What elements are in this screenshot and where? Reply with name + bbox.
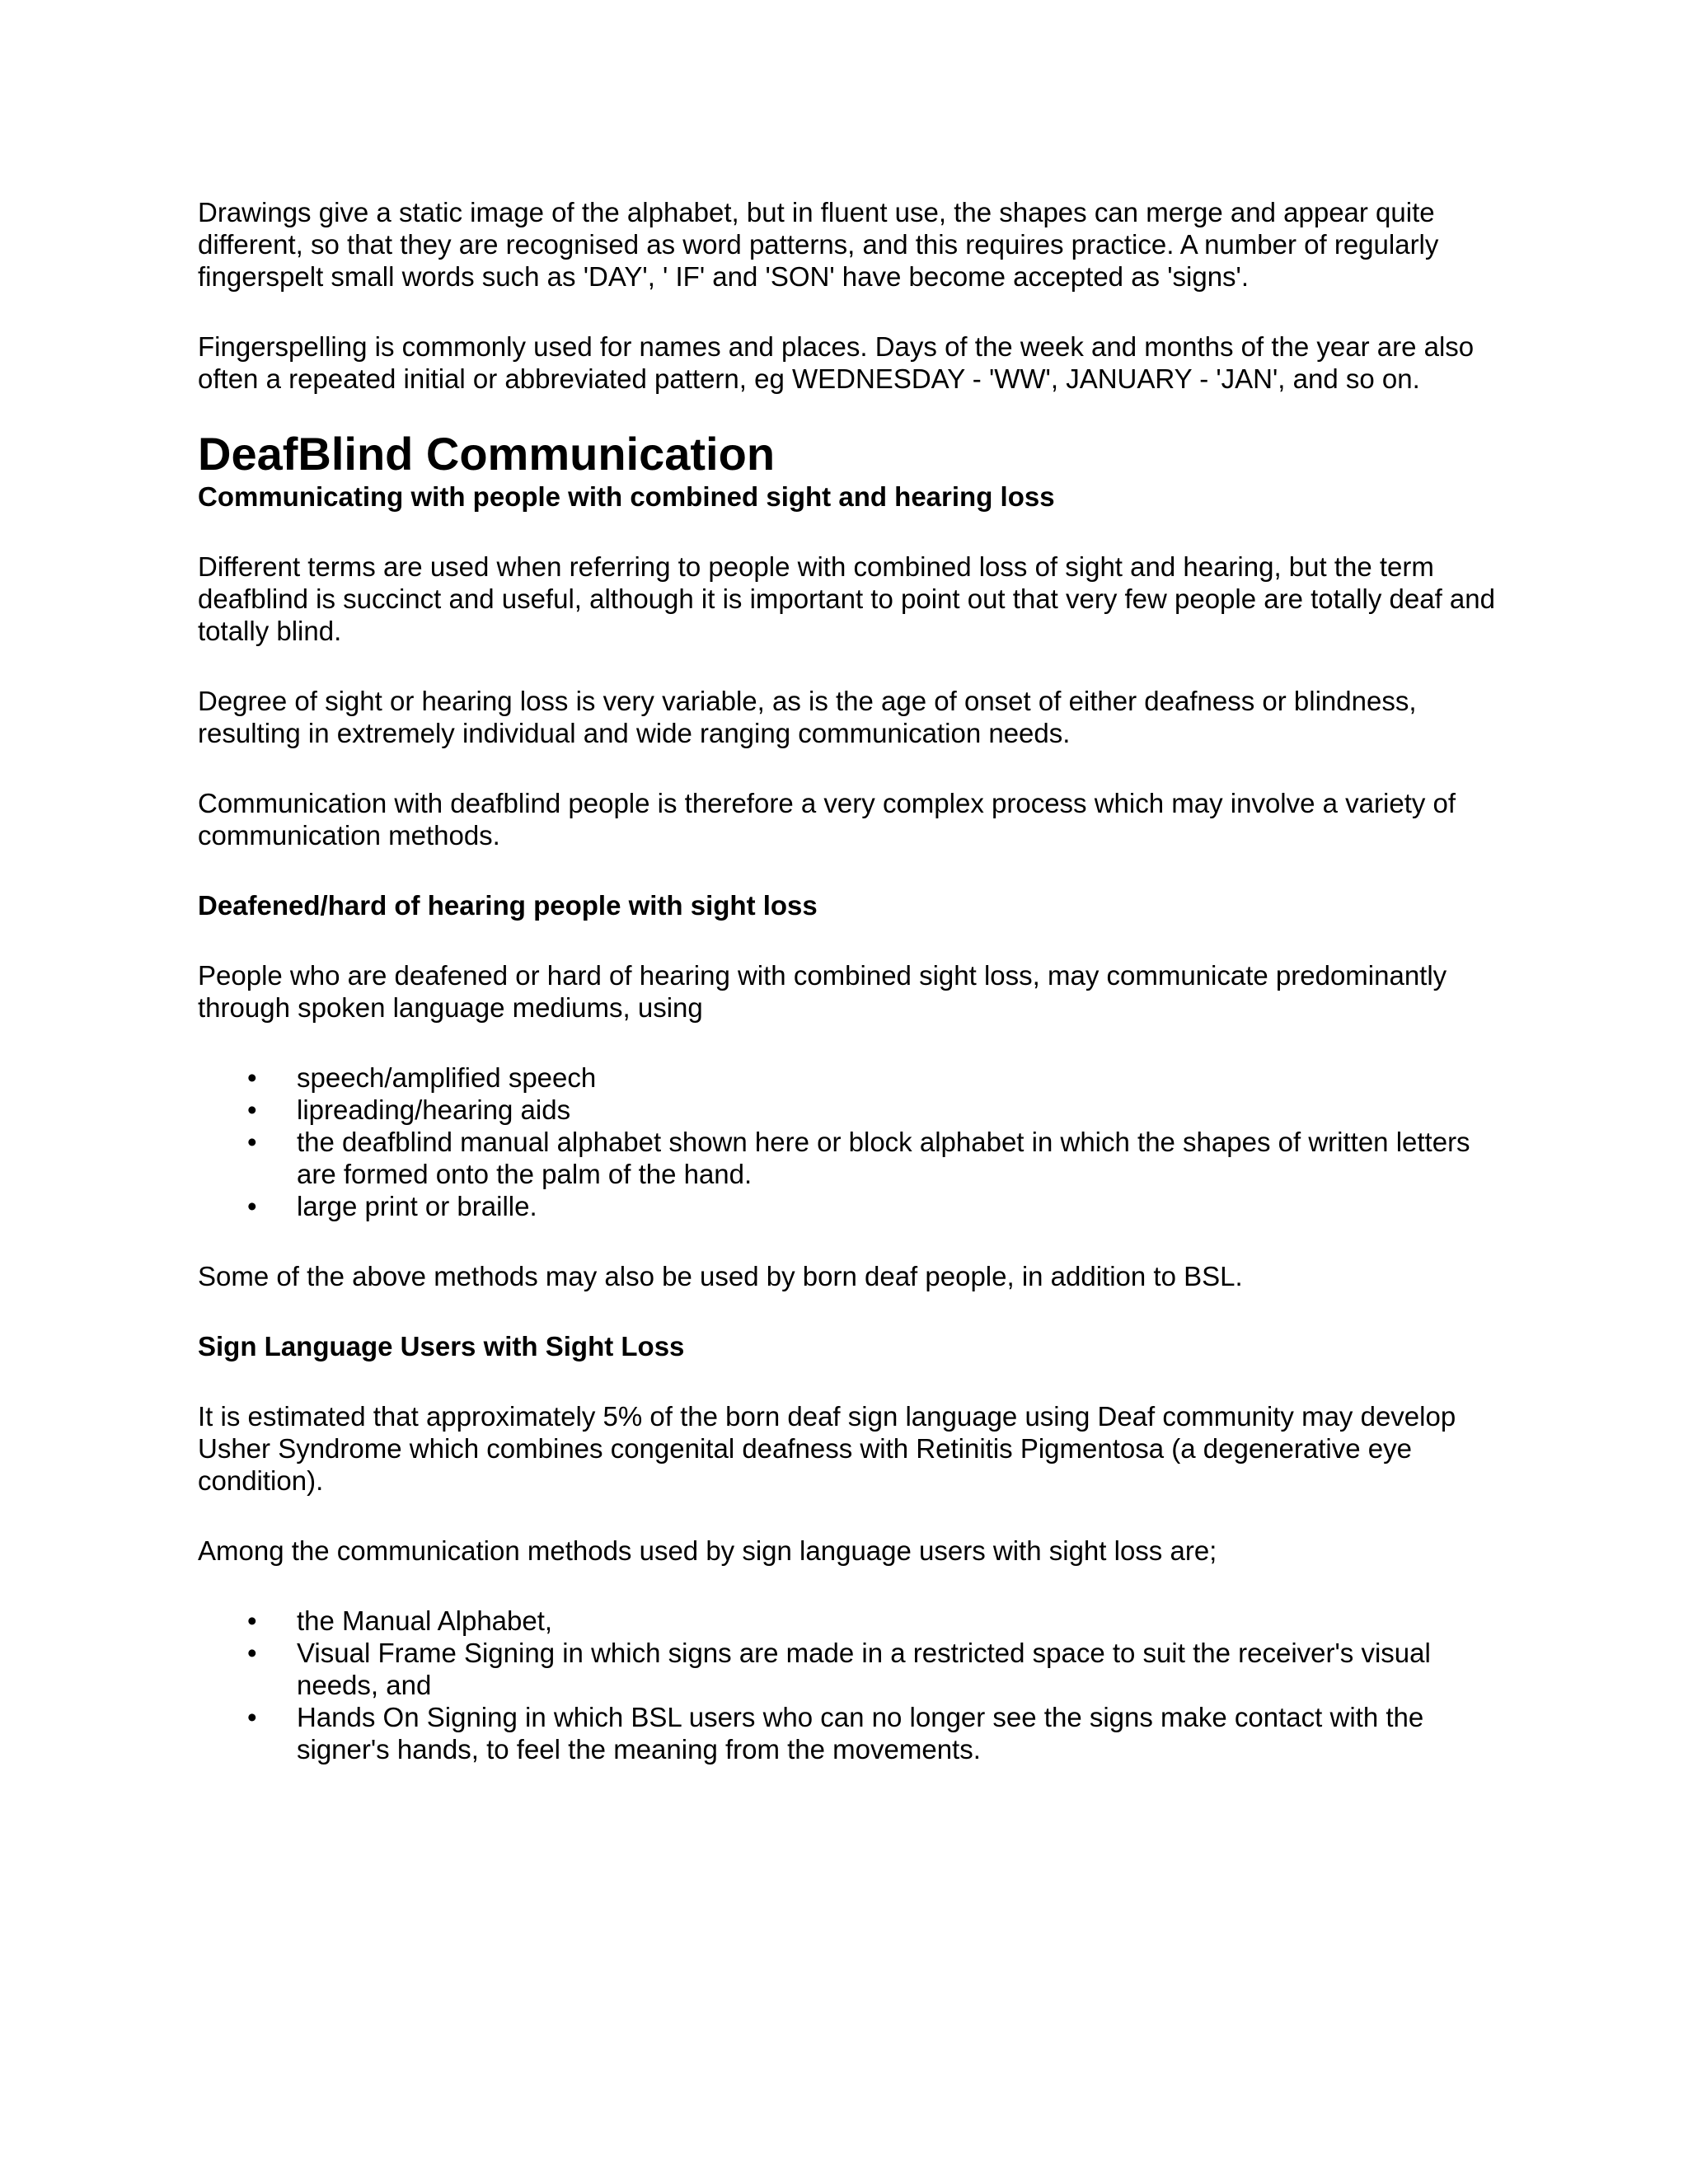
list-item: [198, 1062, 1500, 1094]
intro-paragraph-2: Fingerspelling is commonly used for names and places. Days of the week and months of the year are also often a repeated initial or abbreviated pattern, eg WEDNESDAY - 'WW', JANUARY - 'JAN', and so on.: [198, 331, 1475, 394]
list-item-text: Visual Frame Signing in which signs are made in a restricted space to suit the receiver's visual needs, and: [297, 1638, 1431, 1700]
signlang-paragraph-2: Among the communication methods used by sign language users with sight loss are;: [198, 1535, 1217, 1566]
deafened-heading: Deafened/hard of hearing people with sight loss: [198, 890, 818, 921]
signlang-paragraph-1: It is estimated that approximately 5% of the born deaf sign language using Deaf community may develop Usher Syndrome which combines congenital deafness with Retinitis Pigmentosa (a degenerative eye condition).: [198, 1401, 1456, 1496]
document-page: [198, 196, 1500, 1803]
signlang-heading: Sign Language Users with Sight Loss: [198, 1331, 685, 1361]
list-item: [198, 1605, 1500, 1637]
list-item-text: lipreading/hearing aids: [297, 1094, 571, 1125]
list-item: [198, 1701, 1500, 1765]
list-item-text: large print or braille.: [297, 1191, 537, 1221]
list-item-text: the Manual Alphabet,: [297, 1605, 553, 1636]
section-subtitle: Communicating with people with combined sight and hearing loss: [198, 481, 1055, 512]
list-item: [198, 1637, 1500, 1701]
bullet-icon: •: [247, 1638, 257, 1668]
bullet-icon: •: [247, 1094, 257, 1125]
bullet-icon: •: [247, 1191, 257, 1221]
list-item: [198, 1094, 1500, 1126]
bullet-icon: •: [247, 1127, 257, 1157]
section-paragraph-1: Different terms are used when referring to people with combined loss of sight and hearing, but the term deafblind is succinct and useful, although it is important to point out that very few people are totally deaf and totally blind.: [198, 551, 1495, 646]
deafened-intro: People who are deafened or hard of hearing with combined sight loss, may communicate predominantly through spoken language mediums, using: [198, 960, 1447, 1023]
bullet-icon: •: [247, 1605, 257, 1636]
section-paragraph-2: Degree of sight or hearing loss is very variable, as is the age of onset of either deafness or blindness, resulting in extremely individual and wide ranging communication needs.: [198, 686, 1417, 748]
bullet-icon: •: [247, 1702, 257, 1732]
list-item-text: the deafblind manual alphabet shown here or block alphabet in which the shapes of written letters are formed onto the palm of the hand.: [297, 1127, 1470, 1189]
section-title: DeafBlind Communication: [198, 428, 776, 480]
signlang-methods-list: [198, 1605, 1500, 1765]
deafened-methods-list: [198, 1062, 1500, 1222]
list-item: [198, 1190, 1500, 1222]
bullet-icon: •: [247, 1062, 257, 1093]
list-item: [198, 1126, 1500, 1190]
section-paragraph-3: Communication with deafblind people is therefore a very complex process which may involve a variety of communication methods.: [198, 788, 1456, 851]
list-item-text: Hands On Signing in which BSL users who can no longer see the signs make contact with the signer's hands, to feel the meaning from the movements.: [297, 1702, 1424, 1765]
intro-paragraph-1: Drawings give a static image of the alphabet, but in fluent use, the shapes can merge and appear quite different, so that they are recognised as word patterns, and this requires practice. A number of regularly fingerspelt small words such as 'DAY', ' IF' and 'SON' have become accepted as 'signs'.: [198, 197, 1439, 292]
list-item-text: speech/amplified speech: [297, 1062, 597, 1093]
deafened-outro: Some of the above methods may also be used by born deaf people, in addition to BSL.: [198, 1261, 1243, 1291]
